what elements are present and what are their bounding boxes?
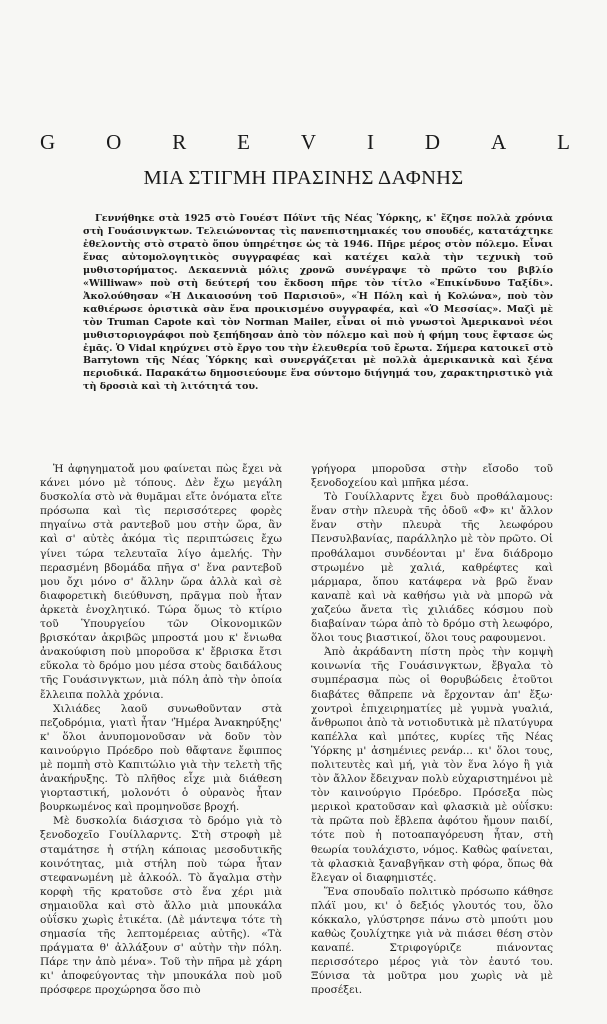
- author-letter: I: [366, 130, 374, 154]
- paragraph: Ἡ ἀφηγηματοἄ μου φαίνεται πὼς ἔχει νὰ κάνει μόνο μὲ τόπους. Δὲν ἔχω μεγάλη δυσκολία στὸ νὰ θυμᾶμαι εἴτε ὀνόματα εἴτε πρόσωπα καὶ τὶς περισσότερες φορὲς πηγαίνω στὰ ραντεβοῦ μου στὴν ὥρα, ἂν καὶ σ' αὐτὲς ἀκόμα τὶς περιπτώσεις ἔχω γίνει τώρα τελευταῖα λίγο ἀμελής. Τὴν περασμένη βδομάδα πῆγα σ' ἕνα ραντεβοῦ μου ὄχι μόνο σ' ἄλλην ὥρα ἀλλὰ καὶ σὲ διαφορετικὴ διεύθυνση, πρᾶγμα ποὺ ἦταν ἀρκετὰ ἐνοχλητικό. Τώρα ὅμως τὸ κτίριο τοῦ Ὑπουργείου τῶν Οἰκονομικῶν βρισκόταν ἀκριβῶς μπροστά μου κ' ἔνιωθα ἀνακούφιση ποὺ μποροῦσα κ' ἔβρισκα ἔτσι εὔκολα τὸ δρόμο μου μέσα στοὺς δαιδάλους τῆς Γουάσινγκτων, μιὰ πόλη ἀπὸ τὴν ὁποία ἔλλειπα πολλὰ χρόνια.: [40, 463, 282, 701]
- author-letter: D: [424, 130, 441, 154]
- paragraph: Τὸ Γουίλλαρντς ἔχει δυὸ προθάλαμους: ἕναν στὴν πλευρὰ τῆς ὁδοῦ «Φ» κι' ἄλλον ἕναν στὴν πλευρὰ τῆς λεωφόρου Πενσυλβανίας, παράλληλο μὲ τὸν πρῶτο. Οἱ προθάλαμοι συνδέονται μ' ἕνα διάδρομο στρωμένο μὲ χαλιά, καθρέφτες καὶ μάρμαρα, ὅπου κατάφερα νὰ βρῶ ἕναν καναπὲ καὶ νὰ καθήσω γιὰ νὰ μπορῶ νὰ χαζεύω ἄνετα τὶς χιλιάδες κόσμου ποὺ διαβαίναν τώρα ἀπὸ τὸ δρόμο στὴ λεωφόρο, ὅλοι τους βιαστικοί, ὅλοι τους ραφουμενοι.: [311, 491, 553, 645]
- paragraph: γρήγορα μποροῦσα στὴν εἴσοδο τοῦ ξενοδοχείου καὶ μπῆκα μέσα.: [311, 463, 553, 490]
- author-name: [40, 130, 570, 155]
- story-title: ΜΙΑ ΣΤΙΓΜΗ ΠΡΑΣΙΝΗΣ ΔΑΦΝΗΣ: [143, 167, 464, 189]
- paragraph: Χιλιάδες λαοῦ συνωθοῦνταν στὰ πεζοδρόμια, γιατὶ ἦταν 'Ἡμέρα Ἀνακηρύξης' κ' ὅλοι ἀνυπομονοῦσαν νὰ δοῦν τὸν καινούργιο Πρόεδρο ποὺ θἄφτανε ἔφιππος μὲ πομπὴ στὸ Καπιτώλιο γιὰ τὴν τελετὴ τῆς ἀνακήρυξης. Τὸ πλῆθος εἶχε μιὰ διάθεση γιορταστική, μολονότι ὁ οὐρανὸς ἦταν βουρκωμένος καὶ προμηνοῦσε βροχή.: [40, 702, 282, 814]
- paragraph: Μὲ δυσκολία διάσχισα τὸ δρόμο γιὰ τὸ ξενοδοχεῖο Γουίλλαρντς. Στὴ στροφὴ μὲ σταμάτησε ἡ στήλη κάποιας μεσοδυτικῆς κοινότητας, μιὰ στήλη ποὺ τώρα ἦταν στεφανωμένη μὲ ἀλκοόλ. Τὸ ἄγαλμα στὴν κορφὴ τῆς κρατοῦσε στὸ ἕνα χέρι μιὰ σημαιοῦλα καὶ στὸ ἄλλο μιὰ μπουκάλα οὐΐσκυ χωρὶς ἐτικέτα. (Δὲ μάντεψα τότε τὴ σημασία τῆς λεπτομέρειας αὐτῆς). «Τὰ πράγματα θ' ἀλλάξουν σ' αὐτὴν τὴν πόλη. Πάρε την ἀπὸ μένα». Τοῦ τὴν πῆρα μὲ χάρη κι' ἀποφεύγοντας τὴν μπουκάλα ποὺ μοῦ πρόσφερε προχώρησα ὅσο πιὸ: [40, 815, 282, 997]
- author-letter: E: [237, 130, 250, 154]
- author-letter: G: [40, 130, 56, 154]
- author-intro: Γεννήθηκε στὰ 1925 στὸ Γουέστ Πόϊντ τῆς Νέας Ὑόρκης, κ' ἔζησε πολλὰ χρόνια στὴ Γουάσινγκτων. Τελειώνοντας τὶς πανεπιστημιακές του σπουδές, κατατάχτηκε ἐθελοντὴς στὸ στρατὸ ὅπου ὑπηρέτησε ὡς τὰ 1946. Πῆρε μέρος στὸν πόλεμο. Εἶναι ἕνας αὐτομολογητικὸς συγγραφέας καὶ κατέχει καλὰ τὴν τεχνικὴ τοῦ μυθιστορήματος. Δεκαεννιὰ μόλις χρονῶ συνέγραψε τὸ πρῶτο του βιβλίο «Williwaw» ποὺ στὴ δεύτερή του ἔκδοση πῆρε τὸν τίτλο «Ἐπικίνδυνο Ταξίδι». Ἀκολούθησαν «Ἡ Δικαιοσύνη τοῦ Παρισιοῦ», «Ἡ Πόλη καὶ ἡ Κολώνα», ποὺ τὸν καθιέρωσε ὁριστικὰ σὰν ἕνα προικισμένο συγγραφέα, καὶ «Ὁ Μεσσίας». Μαζὶ μὲ τὸν Truman Capote καὶ τὸν Norman Mailer, εἶναι οἱ πιὸ γνωστοὶ Ἀμερικανοὶ νέοι μυθιστοριογράφοι ποὺ ξεπήδησαν ἀπὸ τὸν πόλεμο καὶ ποὺ ἡ φήμη τους ἔφτασε ὡς ἐμᾶς. Ὁ Vidal κηρύχνει στὸ ἔργο του τὴν ἐλευθερία τοῦ ἔρωτα. Σήμερα κατοικεῖ στὸ Barrytown τῆς Νέας Ὑόρκης καὶ συνεργάζεται μὲ πολλὰ ἀμερικανικὰ καὶ ξένα περιοδικά. Παρακάτω δημοσιεύουμε ἕνα σύντομο διήγημά του, χαρακτηριστικὸ γιὰ τὴ δροσιὰ καὶ τὴ λιτότητά του.: [83, 213, 553, 393]
- author-letter: R: [172, 130, 187, 154]
- author-letter: L: [557, 130, 570, 154]
- author-letter: A: [490, 130, 507, 154]
- paragraph: Ἕνα σπουδαῖο πολιτικὸ πρόσωπο κάθησε πλάϊ μου, κι' ὁ δεξιός γλουτός του, ὅλο κόκκαλο, γλύστρησε πάνω στὸ μπούτι μου καθὼς ζουλίχτηκε γιὰ νὰ πιάσει θέση στὸν καναπέ. Στριφογύριζε πιάνοντας περισσότερο μέρος γιὰ τὸν ἑαυτό του. Ξύνισα τὰ μοῦτρα μου χωρὶς νὰ μὲ προσέξει.: [311, 885, 553, 997]
- left-column: [40, 462, 282, 998]
- right-column: [311, 462, 553, 998]
- paragraph: Ἀπὸ ἀκράδαντη πίστη πρὸς τὴν κομψὴ κοινωνία τῆς Γουάσινγκτων, ἔβγαλα τὸ συμπέρασμα πὼς οἱ θορυβώδεις ἐτοῦτοι διαβάτες θἄπρεπε νὰ ἔρχονταν ἀπ' ἔξω· χοντροὶ ἐπιχειρηματίες μὲ γυμνὰ γυαλιά, ἄνθρωποι ἀπὸ τὰ νοτιοδυτικὰ μὲ πλατύγυρα καπέλλα καὶ μπότες, κυρίες τῆς Νέας Ὑόρκης μ' ἀσημένιες ρενάρ... κι' ὅλοι τους, πολιτευτὲς καὶ μή, γιὰ τὸν ἕνα λόγο ἢ γιὰ τὸν ἄλλον ἔδειχναν πολὺ εὐχαριστημένοι μὲ τὸν καινούργιο Πρόεδρο. Πρόσεξα πὼς μερικοὶ κρατοῦσαν καὶ φλασκιὰ μὲ οὐΐσκυ: τὰ πρῶτα ποὺ ἔβλεπα ἀφότου ἤμουν παιδί, τότε ποὺ ἡ ποτοαπαγόρευση ἦταν, στὴ θεωρία τουλάχιστο, νόμος. Καθὼς φαίνεται, τὰ φλασκιὰ ξαναβγῆκαν στὴ φόρα, ὅπως θὰ ἔλεγαν οἱ διαφημιστές.: [311, 646, 553, 884]
- author-letter: V: [300, 130, 317, 154]
- author-letter: O: [106, 130, 122, 154]
